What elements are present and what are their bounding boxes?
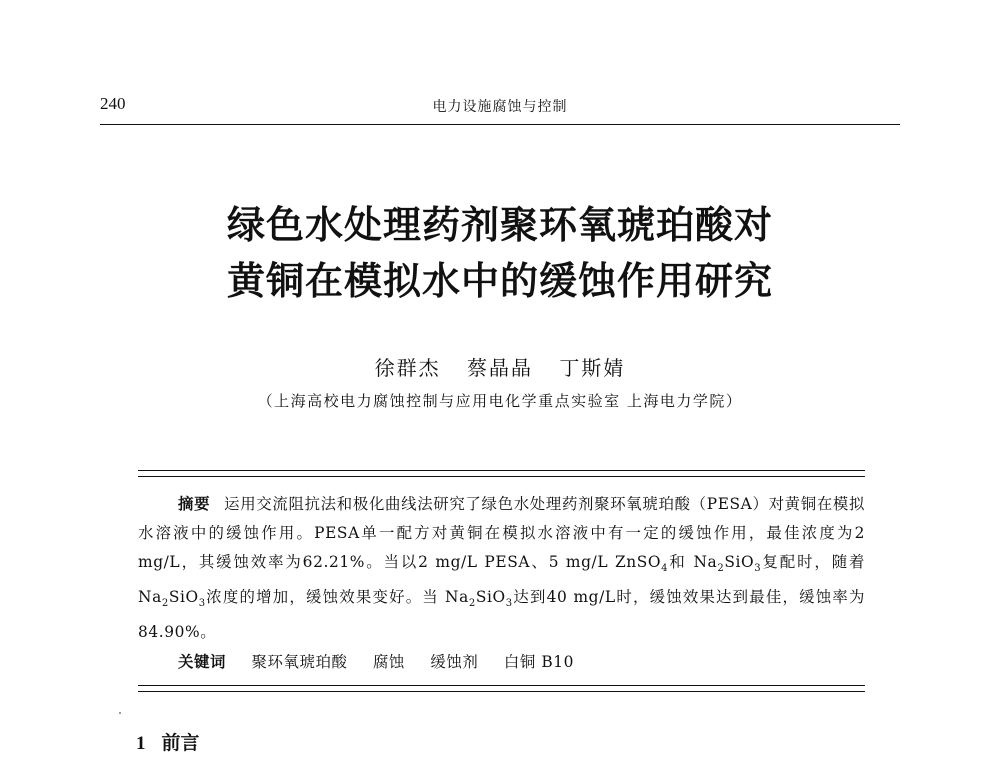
author-2: 蔡晶晶 <box>467 356 533 380</box>
abstract-text-8: 达到40 mg/L时，缓蚀效果达到最佳，缓蚀率为84.90%。 <box>138 588 865 642</box>
abstract-text-3: SiO <box>724 553 755 571</box>
keyword-2: 腐蚀 <box>372 653 405 671</box>
abstract-text-6: 浓度的增加，缓蚀效果变好。当 Na <box>205 588 469 607</box>
author-list <box>0 352 1000 381</box>
abstract-label: 摘要 <box>178 495 211 513</box>
abstract-sub-3: 3 <box>754 563 762 575</box>
abstract-sub-7: 3 <box>505 598 513 610</box>
abstract-sub-5: 3 <box>198 598 206 610</box>
scan-mark <box>119 712 121 714</box>
abstract-bottom-rule-2 <box>138 691 865 692</box>
header-rule <box>100 124 900 125</box>
abstract-text-1: 运用交流阻抗法和极化曲线法研究了绿色水处理药剂聚环氧琥珀酸（PESA）对黄铜在模拟水溶液中的缓蚀作用。PESA单一配方对黄铜在模拟水溶液中有一定的缓蚀作用，最佳浓度为2 mg/L，其缓蚀效率为62.21%。当以2 mg/L PESA、5 mg/L ZnSO <box>138 495 865 571</box>
abstract-top-rule-2 <box>138 476 865 477</box>
abstract-sub-2: 2 <box>717 563 725 575</box>
keywords-label: 关键词 <box>178 653 226 671</box>
abstract-text-4: 复配时，随着 Na <box>138 553 865 607</box>
keyword-3: 缓蚀剂 <box>430 653 479 671</box>
abstract-sub-6: 2 <box>468 598 476 610</box>
section-number: 1 <box>136 733 146 754</box>
abstract-top-rule-1 <box>138 470 865 471</box>
keyword-1: 聚环氧琥珀酸 <box>251 653 348 671</box>
keywords-line <box>178 648 868 677</box>
author-3: 丁斯婧 <box>559 356 626 380</box>
section-title: 前言 <box>161 732 200 754</box>
running-title: 电力设施腐蚀与控制 <box>432 99 568 115</box>
abstract-bottom-rule-1 <box>138 685 865 686</box>
abstract-text-7: SiO <box>475 588 506 607</box>
abstract-sub-4: 2 <box>161 598 169 610</box>
abstract-sub-1: 4 <box>661 563 669 575</box>
keyword-4: 白铜 B10 <box>503 653 575 671</box>
abstract-block <box>138 490 865 647</box>
abstract-text-2: 和 Na <box>668 553 718 571</box>
abstract-text-5: SiO <box>168 588 199 607</box>
article-title-line-2: 黄铜在模拟水中的缓蚀作用研究 <box>226 258 773 303</box>
author-1: 徐群杰 <box>374 356 441 380</box>
affiliation: （上海高校电力腐蚀控制与应用电化学重点实验室 上海电力学院） <box>257 392 743 410</box>
page-number: 240 <box>100 94 126 113</box>
section-heading <box>136 728 200 755</box>
article-title-line-1: 绿色水处理药剂聚环氧琥珀酸对 <box>226 202 773 247</box>
